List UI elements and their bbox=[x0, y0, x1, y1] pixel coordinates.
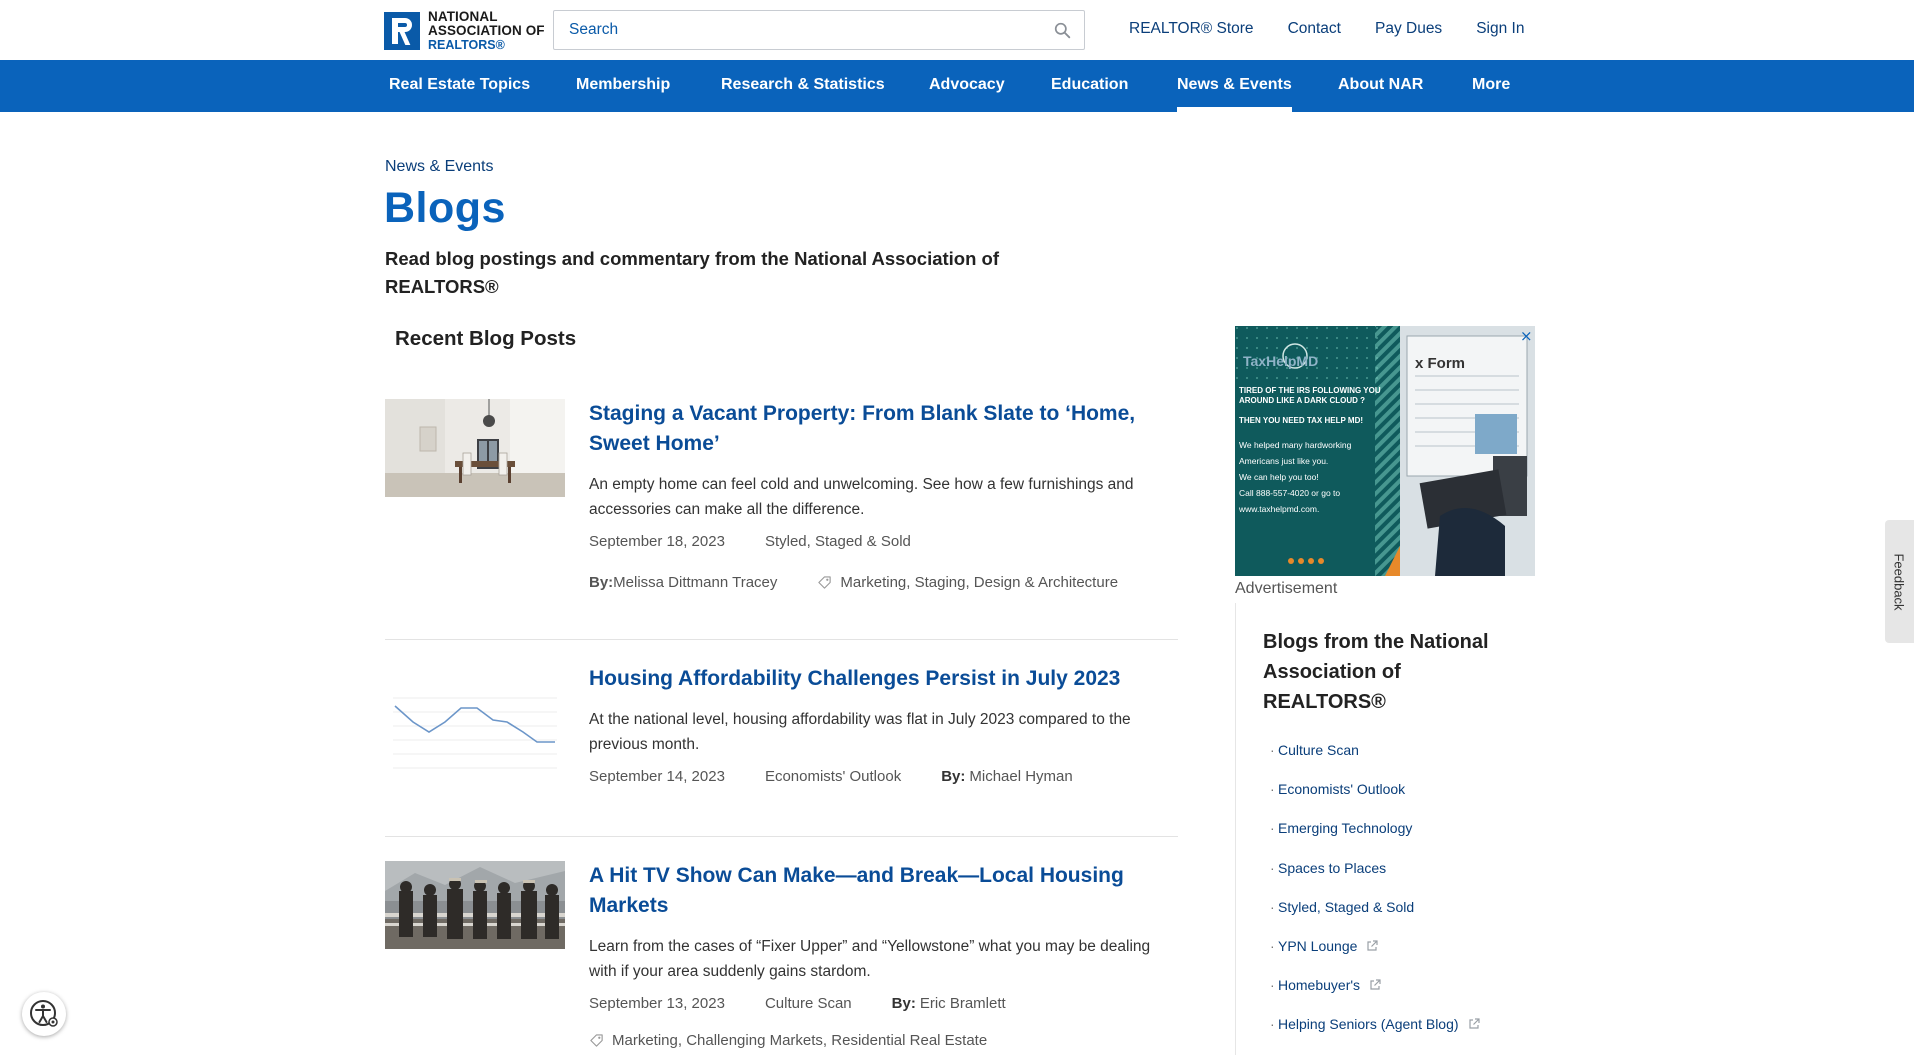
logo-line-1: NATIONAL bbox=[428, 9, 498, 24]
sidebar-link[interactable]: Economists' Outlook bbox=[1278, 781, 1406, 798]
post-excerpt: Learn from the cases of “Fixer Upper” and “Yellowstone” what you may be dealing with if your area suddenly gains stardom. bbox=[589, 938, 1151, 980]
nav-research-statistics[interactable]: Research & Statistics bbox=[721, 76, 885, 93]
external-link-icon bbox=[1366, 940, 1378, 952]
accessibility-icon bbox=[28, 998, 60, 1030]
ad-close-icon[interactable]: × bbox=[1520, 327, 1533, 345]
logo-line-3: REALTORS® bbox=[428, 38, 505, 52]
ad-subhead: THEN YOU NEED TAX HELP MD! bbox=[1239, 416, 1364, 425]
nav-about-nar[interactable]: About NAR bbox=[1338, 76, 1424, 93]
sidebar-divider bbox=[1235, 603, 1236, 1055]
external-link-icon bbox=[1369, 979, 1381, 991]
post-divider bbox=[385, 639, 1178, 640]
ad-body-line: Americans just like you. bbox=[1239, 456, 1329, 466]
nav-more[interactable]: More bbox=[1472, 76, 1511, 93]
feedback-tab[interactable] bbox=[1885, 520, 1914, 643]
contact-link[interactable]: Contact bbox=[1287, 20, 1341, 37]
realtor-store-link[interactable]: REALTOR® Store bbox=[1129, 20, 1254, 37]
sidebar-title: Blogs from the National Association of REALTORS® bbox=[1263, 631, 1489, 713]
nar-logo[interactable] bbox=[384, 10, 545, 52]
post-thumbnail-tv-cast-photo[interactable] bbox=[385, 861, 565, 949]
post-author: Michael Hyman bbox=[969, 768, 1073, 785]
pay-dues-link[interactable]: Pay Dues bbox=[1374, 20, 1443, 37]
search-input[interactable] bbox=[554, 11, 1034, 49]
ad-brand: TaxHelpMD bbox=[1243, 353, 1319, 369]
sidebar-item-helping-seniors bbox=[1278, 1014, 1480, 1053]
sidebar-item-homebuyers bbox=[1278, 975, 1480, 1014]
accessibility-button[interactable] bbox=[22, 992, 66, 1036]
tag-icon bbox=[589, 1033, 604, 1048]
tag-icon bbox=[817, 575, 832, 590]
sidebar-item-styled-staged-sold bbox=[1278, 897, 1480, 936]
post-title-link[interactable]: Housing Affordability Challenges Persist in July 2023 bbox=[589, 667, 1121, 690]
post-thumbnail-affordability-chart[interactable] bbox=[385, 684, 565, 774]
post-thumbnail-staged-dining-room[interactable] bbox=[385, 399, 565, 497]
ad-body-line: www.taxhelpmd.com. bbox=[1239, 504, 1320, 514]
post-date: September 13, 2023 bbox=[589, 995, 725, 1012]
logo-wordmark bbox=[428, 10, 545, 52]
sidebar-item-ypn-lounge bbox=[1278, 936, 1480, 975]
post-blog-link[interactable]: Culture Scan bbox=[764, 995, 852, 1012]
sidebar-link[interactable]: YPN Lounge bbox=[1278, 937, 1358, 954]
post-blog-link[interactable]: Economists' Outlook bbox=[764, 768, 902, 785]
post-date: September 18, 2023 bbox=[589, 533, 725, 550]
nav-education[interactable]: Education bbox=[1051, 76, 1129, 93]
sidebar-item-culture-scan bbox=[1278, 740, 1480, 779]
utility-nav bbox=[1129, 20, 1524, 38]
page-title: Blogs bbox=[384, 184, 506, 232]
nav-real-estate-topics[interactable]: Real Estate Topics bbox=[389, 76, 531, 93]
advertisement-label: Advertisement bbox=[1235, 580, 1338, 597]
sidebar-link[interactable]: Culture Scan bbox=[1278, 742, 1359, 758]
post-author: Melissa Dittmann Tracey bbox=[613, 574, 778, 591]
search-icon[interactable] bbox=[1054, 22, 1071, 39]
sidebar-blog-list bbox=[1278, 740, 1480, 1054]
page-subtitle: Read blog postings and commentary from the National Association of REALTORS® bbox=[385, 248, 999, 297]
sidebar-item-spaces-to-places bbox=[1278, 858, 1480, 897]
breadcrumb[interactable]: News & Events bbox=[385, 158, 494, 175]
post-by-label: By: bbox=[891, 995, 916, 1012]
sidebar-link[interactable]: Emerging Technology bbox=[1278, 820, 1413, 837]
sidebar-item-emerging-technology bbox=[1278, 818, 1480, 857]
post-by-label: By: bbox=[941, 768, 966, 785]
ad-body-line: We can help you too! bbox=[1239, 472, 1319, 482]
feedback-label: Feedback bbox=[1891, 553, 1907, 611]
ad-body-line: We helped many hardworking bbox=[1239, 440, 1352, 450]
nav-advocacy[interactable]: Advocacy bbox=[929, 76, 1005, 93]
post-blog-link[interactable]: Styled, Staged & Sold bbox=[764, 533, 911, 550]
sidebar-item-economists-outlook bbox=[1278, 779, 1480, 818]
post-title-link[interactable]: Staging a Vacant Property: From Blank Slate to ‘Home, Sweet Home’ bbox=[589, 402, 1136, 455]
sidebar-link[interactable]: Styled, Staged & Sold bbox=[1278, 898, 1415, 915]
nav-news-events[interactable]: News & Events bbox=[1177, 60, 1292, 112]
post-tags: Marketing, Staging, Design & Architecture bbox=[840, 574, 1119, 591]
post-title-link[interactable]: A Hit TV Show Can Make—and Break—Local Housing Markets bbox=[589, 864, 1124, 917]
post-tags: Marketing, Challenging Markets, Residential Real Estate bbox=[612, 1032, 988, 1049]
ad-headline: TIRED OF THE IRS FOLLOWING YOU AROUND LIKE A DARK CLOUD ? bbox=[1239, 386, 1381, 405]
tax-help-advertisement[interactable] bbox=[1235, 326, 1535, 576]
post-date: September 14, 2023 bbox=[589, 768, 725, 785]
sidebar-link[interactable]: Homebuyer's bbox=[1278, 977, 1361, 994]
post-by-label: By: bbox=[589, 574, 614, 591]
recent-posts-heading: Recent Blog Posts bbox=[395, 327, 577, 350]
post-author: Eric Bramlett bbox=[919, 995, 1006, 1012]
external-link-icon bbox=[1468, 1018, 1480, 1030]
sidebar-link[interactable]: Helping Seniors (Agent Blog) bbox=[1278, 1016, 1459, 1033]
ad-body-line: Call 888-557-4020 or go to bbox=[1239, 488, 1341, 498]
realtor-r-logo-icon bbox=[384, 12, 420, 50]
ad-form-label: x Form bbox=[1415, 355, 1466, 372]
search-box bbox=[553, 10, 1085, 50]
site-header bbox=[0, 0, 1914, 60]
sidebar-link[interactable]: Spaces to Places bbox=[1278, 859, 1387, 876]
logo-line-2: ASSOCIATION OF bbox=[428, 23, 545, 38]
post-excerpt: An empty home can feel cold and unwelcoming. See how a few furnishings and accessories can make all the difference. bbox=[589, 476, 1134, 518]
post-divider bbox=[385, 836, 1178, 837]
sign-in-link[interactable]: Sign In bbox=[1476, 20, 1525, 37]
post-excerpt: At the national level, housing affordability was flat in July 2023 compared to the previous month. bbox=[589, 711, 1131, 753]
main-nav bbox=[0, 60, 1914, 112]
nav-membership[interactable]: Membership bbox=[576, 76, 671, 93]
